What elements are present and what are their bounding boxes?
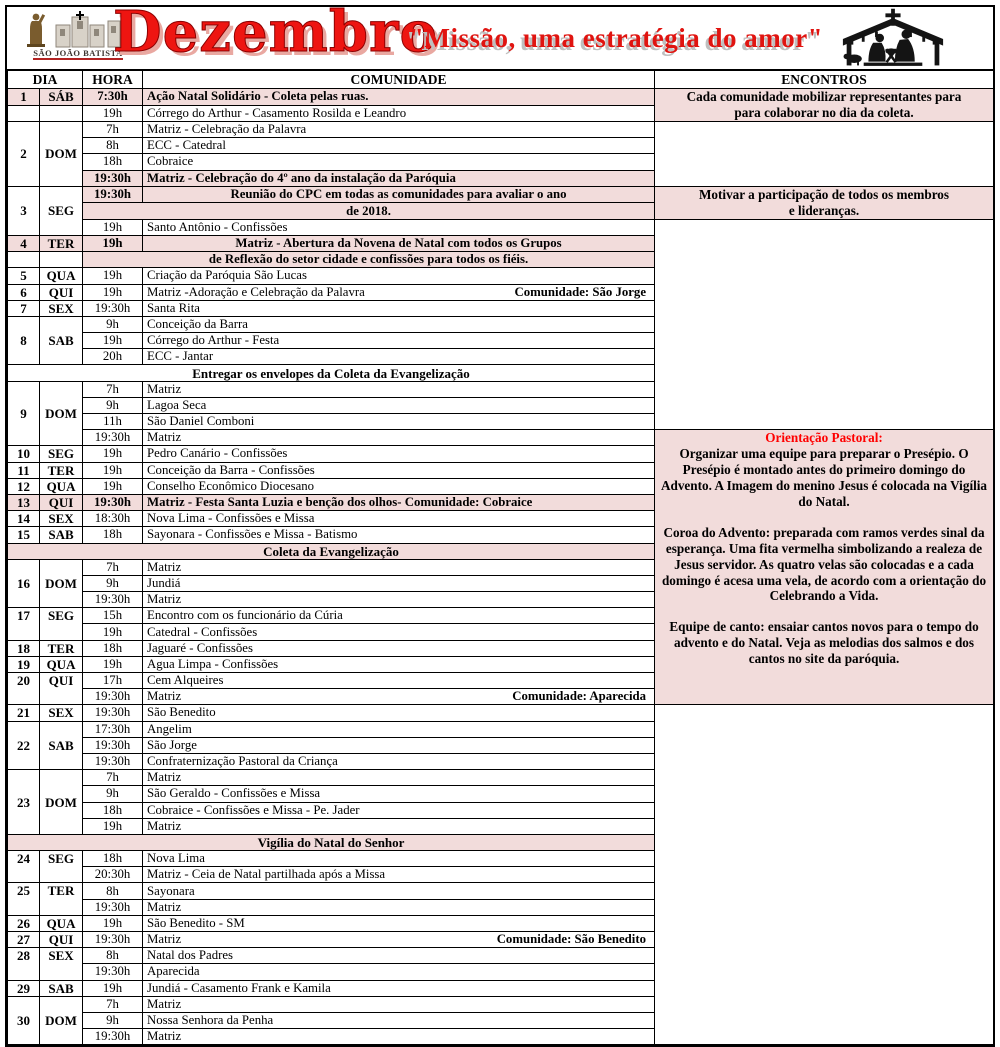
community-cell: Córrego do Arthur - Casamento Rosilda e Leandro [143, 105, 655, 122]
hora-cell: 8h [83, 138, 143, 154]
hora-cell: 18h [83, 640, 143, 656]
community-cell: Sayonara [143, 883, 655, 899]
encontros-block [655, 430, 994, 705]
encontros-line: Motivar a participação de todos os membros [698, 186, 950, 202]
weekday-cell: SÁB [40, 89, 83, 106]
community-cell: Santa Rita [143, 300, 655, 316]
weekday-cell: QUA [40, 478, 83, 494]
community-cell: Matriz [143, 559, 655, 575]
weekday-cell: SEX [40, 511, 83, 527]
hora-cell: 19:30h [83, 964, 143, 980]
section-banner: Vigília do Natal do Senhor [8, 834, 655, 850]
community-cell: Comunidade: São Jorge Matriz -Adoração e Celebração da Palavra [143, 284, 655, 300]
hora-cell: 19h [83, 656, 143, 672]
encontros-paragraph: Equipe de canto: ensaiar cantos novos para o tempo do advento e do Natal. Veja as melodias dos salmos e dos cantos no site da paróquia. [669, 619, 979, 667]
day-number-cell: 24 [8, 851, 40, 883]
schedule-body [8, 89, 994, 1045]
day-number-cell: 11 [8, 462, 40, 478]
day-number-cell: 10 [8, 446, 40, 462]
day-number-cell [8, 105, 40, 122]
community-cell: Cobraice [143, 154, 655, 170]
community-cell: Matriz - Festa Santa Luzia e benção dos olhos- Comunidade: Cobraice [143, 494, 655, 510]
weekday-cell: SAB [40, 527, 83, 543]
community-cell: Agua Limpa - Confissões [143, 656, 655, 672]
weekday-cell: QUI [40, 284, 83, 300]
community-cell: Córrego do Arthur - Festa [143, 333, 655, 349]
hora-cell: 18h [83, 851, 143, 867]
community-tag: Comunidade: São Benedito [496, 932, 647, 947]
hora-cell: 19h [83, 235, 143, 251]
calendar-page [5, 0, 995, 1047]
nativity-icon [841, 8, 945, 68]
community-cell: Jaguaré - Confissões [143, 640, 655, 656]
encontros-block [655, 89, 994, 122]
day-number-cell: 27 [8, 932, 40, 948]
hora-cell: 9h [83, 316, 143, 332]
encontros-title: Orientação Pastoral: [765, 430, 883, 446]
hora-cell: 19h [83, 284, 143, 300]
encontros-block [655, 186, 994, 219]
weekday-cell: QUA [40, 915, 83, 931]
weekday-cell: TER [40, 640, 83, 656]
hora-cell: 15h [83, 608, 143, 624]
hora-cell: 19:30h [83, 932, 143, 948]
community-cell: Confraternização Pastoral da Criança [143, 753, 655, 769]
hora-cell: 7h [83, 122, 143, 138]
hora-cell: 19h [83, 219, 143, 235]
community-cell: Matriz - Ceia de Natal partilhada após a Missa [143, 867, 655, 883]
community-cell: Matriz [143, 996, 655, 1012]
weekday-cell: QUI [40, 673, 83, 705]
community-cell: de Reflexão do setor cidade e confissões para todos os fiéis. [83, 252, 655, 268]
community-cell: Ação Natal Solidário - Coleta pelas ruas. [143, 89, 655, 106]
hora-cell: 7h [83, 770, 143, 786]
encontros-block [655, 705, 994, 1045]
column-header-dia: DIA [8, 71, 83, 89]
community-cell: Aparecida [143, 964, 655, 980]
day-number-cell: 8 [8, 316, 40, 365]
day-number-cell: 7 [8, 300, 40, 316]
encontros-line: e lideranças. [788, 202, 860, 218]
day-number-cell: 19 [8, 656, 40, 672]
community-cell: Pedro Canário - Confissões [143, 446, 655, 462]
weekday-cell: SEG [40, 851, 83, 883]
parish-logo-caption: SÃO JOÃO BATISTA [33, 48, 123, 58]
community-cell: Matriz [143, 381, 655, 397]
table-row [8, 89, 994, 106]
hora-cell: 9h [83, 575, 143, 591]
hora-cell: 19h [83, 268, 143, 284]
day-number-cell: 1 [8, 89, 40, 106]
encontros-line: para colaborar no dia da coleta. [734, 105, 914, 120]
day-number-cell: 15 [8, 527, 40, 543]
hora-cell: 19h [83, 915, 143, 931]
hora-cell: 20h [83, 349, 143, 365]
community-cell: ECC - Catedral [143, 138, 655, 154]
encontros-block [655, 122, 994, 187]
hora-cell: 8h [83, 883, 143, 899]
hora-cell: 19:30h [83, 592, 143, 608]
weekday-cell: SEX [40, 948, 83, 980]
day-number-cell: 17 [8, 608, 40, 640]
day-number-cell: 12 [8, 478, 40, 494]
community-tag: Comunidade: São Jorge [514, 284, 647, 299]
community-cell: de 2018. [83, 203, 655, 220]
weekday-cell: SAB [40, 316, 83, 365]
community-cell: Matriz [143, 899, 655, 915]
parish-logo-rule [33, 58, 123, 60]
day-number-cell: 16 [8, 559, 40, 608]
community-cell: Santo Antônio - Confissões [143, 219, 655, 235]
community-cell: Matriz [143, 430, 655, 446]
weekday-cell: DOM [40, 996, 83, 1045]
weekday-cell: SEX [40, 705, 83, 721]
hora-cell: 19h [83, 478, 143, 494]
section-banner: Entregar os envelopes da Coleta da Evangelização [8, 365, 655, 381]
day-number-cell: 6 [8, 284, 40, 300]
hora-cell: 19h [83, 462, 143, 478]
day-number-cell: 5 [8, 268, 40, 284]
day-number-cell: 9 [8, 381, 40, 446]
community-cell: Comunidade: São Benedito Matriz [143, 932, 655, 948]
community-cell: Catedral - Confissões [143, 624, 655, 640]
hora-cell: 19:30h [83, 300, 143, 316]
hora-cell: 19:30h [83, 1029, 143, 1045]
table-row [8, 430, 994, 446]
community-cell: São Geraldo - Confissões e Missa [143, 786, 655, 802]
community-cell: Cobraice - Confissões e Missa - Pe. Jader [143, 802, 655, 818]
day-number-cell: 14 [8, 511, 40, 527]
header-row [8, 71, 994, 89]
community-cell: Matriz [143, 770, 655, 786]
column-header-encontros: ENCONTROS [655, 71, 994, 89]
hora-cell: 17h [83, 673, 143, 689]
weekday-cell: QUA [40, 656, 83, 672]
community-cell: Jundiá [143, 575, 655, 591]
community-cell: Conceição da Barra - Confissões [143, 462, 655, 478]
community-cell: São Benedito - SM [143, 915, 655, 931]
community-tag: Comunidade: Aparecida [512, 689, 647, 704]
day-number-cell: 21 [8, 705, 40, 721]
column-header-hora: HORA [83, 71, 143, 89]
table-row [8, 219, 994, 235]
weekday-cell: TER [40, 462, 83, 478]
day-number-cell: 20 [8, 673, 40, 705]
hora-cell: 7h [83, 559, 143, 575]
weekday-cell: SEX [40, 300, 83, 316]
hora-cell: 19:30h [83, 753, 143, 769]
community-cell: Matriz - Celebração da Palavra [143, 122, 655, 138]
weekday-cell: SEG [40, 608, 83, 640]
hora-cell: 19:30h [83, 494, 143, 510]
community-cell: Jundiá - Casamento Frank e Kamila [143, 980, 655, 996]
community-cell: Matriz [143, 1029, 655, 1045]
weekday-cell: QUA [40, 268, 83, 284]
hora-cell: 8h [83, 948, 143, 964]
day-number-cell: 22 [8, 721, 40, 770]
hora-cell: 20:30h [83, 867, 143, 883]
day-number-cell: 2 [8, 122, 40, 187]
title-band [7, 0, 993, 70]
community-cell: Matriz [143, 818, 655, 834]
encontros-block [655, 219, 994, 429]
encontros-paragraph: Coroa do Advento: preparada com ramos verdes sinal da esperança. Uma fita vermelha simbolizando a realeza de Jesus servidor. As quatro velas são colocadas e a cada domingo é acesa uma vela, de acordo com a orientação do Celebrando a Vida. [661, 524, 987, 604]
community-cell: Cem Alqueires [143, 673, 655, 689]
community-cell: Matriz - Abertura da Novena de Natal com todos os Grupos [143, 235, 655, 251]
community-cell: Conselho Econômico Diocesano [143, 478, 655, 494]
community-cell: Matriz [143, 592, 655, 608]
community-cell: Reunião do CPC em todas as comunidades para avaliar o ano [143, 186, 655, 203]
hora-cell: 18h [83, 802, 143, 818]
weekday-cell: DOM [40, 559, 83, 608]
day-number-cell: 18 [8, 640, 40, 656]
day-number-cell: 4 [8, 235, 40, 251]
weekday-cell: QUI [40, 494, 83, 510]
hora-cell: 19h [83, 980, 143, 996]
day-number-cell: 25 [8, 883, 40, 915]
day-number-cell: 29 [8, 980, 40, 996]
hora-cell: 19:30h [83, 737, 143, 753]
hora-cell: 18h [83, 154, 143, 170]
weekday-cell: SEG [40, 446, 83, 462]
hora-cell: 17:30h [83, 721, 143, 737]
hora-cell: 19:30h [83, 689, 143, 705]
month-title: Dezembro [113, 0, 438, 65]
community-cell: Nova Lima [143, 851, 655, 867]
hora-cell: 19:30h [83, 186, 143, 203]
community-cell: Matriz - Celebração do 4º ano da instalação da Paróquia [143, 170, 655, 186]
hora-cell: 9h [83, 786, 143, 802]
table-row [8, 122, 994, 138]
hora-cell: 19h [83, 624, 143, 640]
community-cell: São Daniel Comboni [143, 414, 655, 430]
day-number-cell [8, 252, 40, 268]
section-banner: Coleta da Evangelização [8, 543, 655, 559]
weekday-cell [40, 252, 83, 268]
hora-cell: 7h [83, 996, 143, 1012]
day-number-cell: 30 [8, 996, 40, 1045]
weekday-cell: DOM [40, 122, 83, 187]
hora-cell: 9h [83, 1012, 143, 1028]
weekday-cell: TER [40, 235, 83, 251]
day-number-cell: 28 [8, 948, 40, 980]
hora-cell: 19h [83, 333, 143, 349]
hora-cell: 19h [83, 105, 143, 122]
hora-cell: 7:30h [83, 89, 143, 106]
day-number-cell: 23 [8, 770, 40, 835]
community-cell: Nossa Senhora da Penha [143, 1012, 655, 1028]
day-number-cell: 13 [8, 494, 40, 510]
hora-cell: 18:30h [83, 511, 143, 527]
hora-cell: 18h [83, 527, 143, 543]
hora-cell: 7h [83, 381, 143, 397]
table-row [8, 705, 994, 721]
column-header-comunidade: COMUNIDADE [143, 71, 655, 89]
table-row [8, 186, 994, 203]
hora-cell: 19:30h [83, 705, 143, 721]
community-cell: ECC - Jantar [143, 349, 655, 365]
community-cell: Angelim [143, 721, 655, 737]
weekday-cell: SAB [40, 721, 83, 770]
community-cell: Criação da Paróquia São Lucas [143, 268, 655, 284]
hora-cell: 19:30h [83, 430, 143, 446]
weekday-cell: DOM [40, 381, 83, 446]
weekday-cell: SEG [40, 186, 83, 235]
hora-cell: 9h [83, 397, 143, 413]
community-cell: São Jorge [143, 737, 655, 753]
community-cell: Nova Lima - Confissões e Missa [143, 511, 655, 527]
weekday-cell: TER [40, 883, 83, 915]
day-number-cell: 3 [8, 186, 40, 235]
weekday-cell: DOM [40, 770, 83, 835]
community-cell: Encontro com os funcionário da Cúria [143, 608, 655, 624]
schedule-table [7, 70, 994, 1045]
hora-cell: 19h [83, 446, 143, 462]
weekday-cell: SAB [40, 980, 83, 996]
hora-cell: 19h [83, 818, 143, 834]
weekday-cell: QUI [40, 932, 83, 948]
hora-cell: 11h [83, 414, 143, 430]
hora-cell: 19:30h [83, 170, 143, 186]
motto-text: "Missão, uma estratégia do amor" [409, 23, 824, 53]
community-cell: Conceição da Barra [143, 316, 655, 332]
community-cell: Natal dos Padres [143, 948, 655, 964]
community-cell: Sayonara - Confissões e Missa - Batismo [143, 527, 655, 543]
community-cell: São Benedito [143, 705, 655, 721]
community-cell: Comunidade: Aparecida Matriz [143, 689, 655, 705]
community-cell: Lagoa Seca [143, 397, 655, 413]
hora-cell: 19:30h [83, 899, 143, 915]
encontros-line: Cada comunidade mobilizar representantes para [686, 89, 962, 104]
day-number-cell: 26 [8, 915, 40, 931]
encontros-paragraph: Organizar uma equipe para preparar o Presépio. O Presépio é montado antes do primeiro domingo do Advento. A Imagem do menino Jesus é colocada na Vigília do Natal. [660, 446, 988, 509]
weekday-cell [40, 105, 83, 122]
